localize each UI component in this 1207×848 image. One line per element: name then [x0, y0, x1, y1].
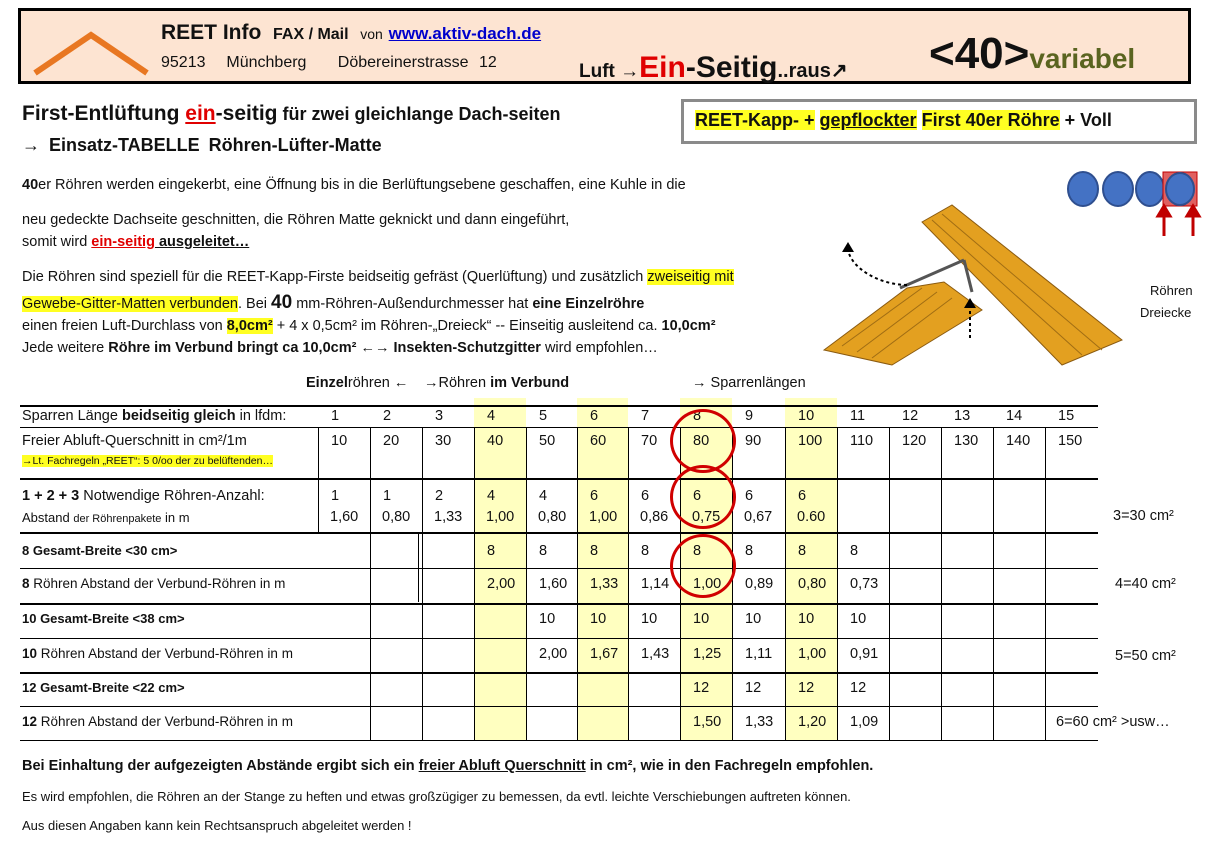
page-title: First-Entlüftung ein-seitig für zwei gleichlange Dach-seiten — [22, 102, 561, 125]
table-cell: 70 — [641, 433, 658, 449]
table-cell: 10 — [641, 611, 658, 627]
table-cell: 2,00 — [487, 576, 516, 592]
highlight-column — [474, 398, 526, 740]
table-cell: 1,67 — [590, 646, 619, 662]
table-rule — [20, 740, 1098, 741]
column-header-6: 6 — [590, 408, 599, 424]
table-rule — [20, 568, 1098, 569]
table-cell: 6 — [798, 488, 807, 504]
table-cell: 4 — [539, 488, 548, 504]
table-cell: 8 — [693, 543, 702, 559]
table-rule — [20, 532, 1098, 534]
highlight-circle — [670, 409, 736, 473]
column-header-10: 10 — [798, 408, 815, 424]
table-cell: 1,00 — [693, 576, 722, 592]
table-cell: 1,60 — [539, 576, 568, 592]
table-cell: 130 — [954, 433, 979, 449]
table-grid-line — [941, 427, 942, 740]
table-rule — [20, 672, 1098, 674]
table-cell: 0,75 — [692, 509, 721, 525]
column-header-11: 11 — [850, 408, 866, 424]
table-cell: 6 — [590, 488, 599, 504]
column-header-9: 9 — [745, 408, 754, 424]
table-cell: 10 — [745, 611, 762, 627]
para-line-1: 40er Röhren werden eingekerbt, eine Öffnung bis in die Berlüftungsebene geschaffen, eine Kuhle in die — [22, 177, 686, 193]
table-cell: 0,73 — [850, 576, 879, 592]
table-rule — [20, 603, 1098, 605]
table-grid-line — [889, 427, 890, 740]
table-cell: 30 — [435, 433, 452, 449]
diagram-label-dreiecke: Dreiecke — [1140, 305, 1192, 320]
table-cell: 8 — [590, 543, 599, 559]
table-cell: 10 — [590, 611, 607, 627]
row-label: 12 Röhren Abstand der Verbund-Röhren in m — [22, 714, 293, 729]
table-cell: 110 — [850, 433, 874, 449]
row-label: 8 Gesamt-Breite <30 cm> — [22, 543, 178, 558]
table-cell: 150 — [1058, 433, 1083, 449]
table-cell: 10 — [539, 611, 556, 627]
table-rule — [20, 405, 1098, 407]
side-note: 6=60 cm² >usw… — [1056, 714, 1170, 730]
para-line-5: Gewebe-Gitter-Matten verbunden. Bei 40 mm-Röhren-Außendurchmesser hat eine Einzelröhre — [22, 292, 645, 313]
header-luft: Luft →Ein-Seitig..raus↗ — [579, 51, 848, 84]
table-rule — [20, 427, 1098, 428]
table-cell: 1,33 — [434, 509, 463, 525]
table-cell: 4 — [487, 488, 496, 504]
table-cell: 1,00 — [589, 509, 618, 525]
table-cell: 1,00 — [798, 646, 827, 662]
table-cell: 1,09 — [850, 714, 879, 730]
footer-line-2: Es wird empfohlen, die Röhren an der Stange zu heften und etwas großzügiger zu bemessen, da evtl. leichte Verschiebungen auftreten können. — [22, 789, 851, 804]
table-cell: 0,67 — [744, 509, 773, 525]
table-cell: 20 — [383, 433, 400, 449]
column-header-5: 5 — [539, 408, 548, 424]
row-sublabel: →Lt. Fachregeln „REET“: 5 0/oo der zu belüftenden… — [22, 455, 273, 467]
table-cell: 10 — [331, 433, 348, 449]
table-cell: 1,60 — [330, 509, 359, 525]
page-subtitle: → Einsatz-TABELLE Röhren-Lüfter-Matte — [22, 135, 382, 155]
table-cell: 1,33 — [745, 714, 774, 730]
table-cell: 1,43 — [641, 646, 670, 662]
table-cell: 8 — [539, 543, 548, 559]
side-note: 5=50 cm² — [1115, 648, 1176, 664]
table-cell: 1,11 — [745, 646, 773, 662]
table-cell: 2,00 — [539, 646, 568, 662]
table-cell: 12 — [745, 680, 762, 696]
table-cell: 60 — [590, 433, 607, 449]
table-cell: 1 — [331, 488, 340, 504]
table-grid-line — [837, 427, 838, 740]
side-note: 4=40 cm² — [1115, 576, 1176, 592]
table-grid-line — [418, 532, 419, 602]
column-header-12: 12 — [902, 408, 919, 424]
reet-info-box: REET-Kapp- + gepflockter First 40er Röhre + Voll — [681, 99, 1197, 144]
table-cell: 0,91 — [850, 646, 879, 662]
row-label: 12 Gesamt-Breite <22 cm> — [22, 680, 185, 695]
table-cell: 0,89 — [745, 576, 774, 592]
table-grid-line — [370, 427, 371, 740]
table-rule — [20, 478, 1098, 480]
column-header-2: 2 — [383, 408, 392, 424]
table-grid-line — [732, 427, 733, 740]
table-grid-line — [785, 427, 786, 740]
column-header-7: 7 — [641, 408, 650, 424]
table-cell: 2 — [435, 488, 444, 504]
column-header-15: 15 — [1058, 408, 1075, 424]
column-header-8: 8 — [693, 408, 702, 424]
table-cell: 1,14 — [641, 576, 670, 592]
table-cell: 0,86 — [640, 509, 669, 525]
table-cell: 8 — [745, 543, 754, 559]
table-cell: 1,25 — [693, 646, 722, 662]
group-sparren: → Sparrenlängen — [692, 375, 806, 391]
column-header-14: 14 — [1006, 408, 1023, 424]
header-address: 95213 Münchberg Döbereinerstrasse 12 — [161, 54, 497, 71]
table-cell: 12 — [850, 680, 867, 696]
table-cell: 8 — [798, 543, 807, 559]
column-header-4: 4 — [487, 408, 496, 424]
para-line-4: Die Röhren sind speziell für die REET-Kapp-Firste beidseitig gefräst (Querlüftung) und zusätzlich zweiseitig mit — [22, 269, 734, 285]
table-grid-line — [474, 427, 475, 740]
table-cell: 10 — [798, 611, 815, 627]
para-line-7: Jede weitere Röhre im Verbund bringt ca 10,0cm² ←→ Insekten-Schutzgitter wird empfohlen… — [22, 340, 658, 356]
table-cell: 120 — [902, 433, 927, 449]
table-cell: 10 — [693, 611, 710, 627]
side-note: 3=30 cm² — [1113, 508, 1174, 524]
group-einzel: Einzelröhren ← — [306, 375, 409, 391]
table-rule — [20, 638, 1098, 639]
table-rule — [20, 706, 1098, 707]
header-title: REET Info FAX / Mail von www.aktiv-dach.de — [161, 21, 542, 44]
row-label: 1 + 2 + 3 Notwendige Röhren-Anzahl: — [22, 488, 265, 504]
table-grid-line — [318, 427, 319, 533]
row-label: Freier Abluft-Querschnitt in cm²/1m — [22, 433, 247, 449]
column-header-1: 1 — [331, 408, 340, 424]
table-cell: 90 — [745, 433, 762, 449]
highlight-circle — [670, 534, 736, 598]
para-line-2: neu gedeckte Dachseite geschnitten, die Röhren Matte geknickt und dann eingeführt, — [22, 212, 570, 228]
table-cell: 1 — [383, 488, 392, 504]
table-grid-line — [993, 427, 994, 740]
table-cell: 1,00 — [486, 509, 515, 525]
table-cell: 12 — [798, 680, 815, 696]
table-cell: 140 — [1006, 433, 1031, 449]
table-grid-line — [628, 427, 629, 740]
row-sublabel: Abstand der Röhrenpakete in m — [22, 510, 190, 525]
row-label: 10 Gesamt-Breite <38 cm> — [22, 611, 185, 626]
table-cell: 1,33 — [590, 576, 619, 592]
highlight-column — [577, 398, 628, 740]
group-verbund: →Röhren im Verbund — [424, 375, 570, 391]
website-link[interactable]: www.aktiv-dach.de — [388, 24, 542, 43]
footer-line-3: Aus diesen Angaben kann kein Rechtsanspruch abgeleitet werden ! — [22, 818, 412, 833]
table-cell: 50 — [539, 433, 556, 449]
para-line-6: einen freien Luft-Durchlass von 8,0cm² + 4 x 0,5cm² im Röhren-„Dreieck“ -- Einseitig ausleitend ca. 10,0cm² — [22, 318, 716, 334]
table-cell: 0.60 — [797, 509, 826, 525]
highlight-circle — [670, 465, 736, 529]
row-label: 8 Röhren Abstand der Verbund-Röhren in m — [22, 576, 286, 591]
table-cell: 1,20 — [798, 714, 827, 730]
table-cell: 12 — [693, 680, 710, 696]
table-header-label: Sparren Länge beidseitig gleich in lfdm: — [22, 408, 287, 424]
table-grid-line — [422, 427, 423, 740]
header-size-badge: <40>variabel — [929, 29, 1136, 78]
table-cell: 40 — [487, 433, 504, 449]
table-cell: 0,80 — [382, 509, 411, 525]
table-grid-line — [1045, 427, 1046, 740]
table-cell: 6 — [745, 488, 754, 504]
para-line-3: somit wird ein-seitig ausgeleitet… — [22, 234, 250, 250]
row-label: 10 Röhren Abstand der Verbund-Röhren in m — [22, 646, 293, 661]
column-header-3: 3 — [435, 408, 444, 424]
table-cell: 10 — [850, 611, 867, 627]
table-cell: 6 — [693, 488, 702, 504]
table-cell: 100 — [798, 433, 823, 449]
table-cell: 6 — [641, 488, 650, 504]
table-cell: 0,80 — [798, 576, 827, 592]
table-grid-line — [526, 427, 527, 740]
table-cell: 80 — [693, 433, 710, 449]
table-cell: 8 — [850, 543, 859, 559]
table-cell: 1,50 — [693, 714, 722, 730]
footer-line-1: Bei Einhaltung der aufgezeigten Abstände ergibt sich ein freier Abluft Querschnitt in cm², wie in den Fachregeln empfohlen. — [22, 758, 874, 774]
table-cell: 0,80 — [538, 509, 567, 525]
column-header-13: 13 — [954, 408, 971, 424]
table-cell: 8 — [641, 543, 650, 559]
table-grid-line — [577, 427, 578, 740]
table-cell: 8 — [487, 543, 496, 559]
diagram-label-roehren: Röhren — [1150, 283, 1193, 298]
